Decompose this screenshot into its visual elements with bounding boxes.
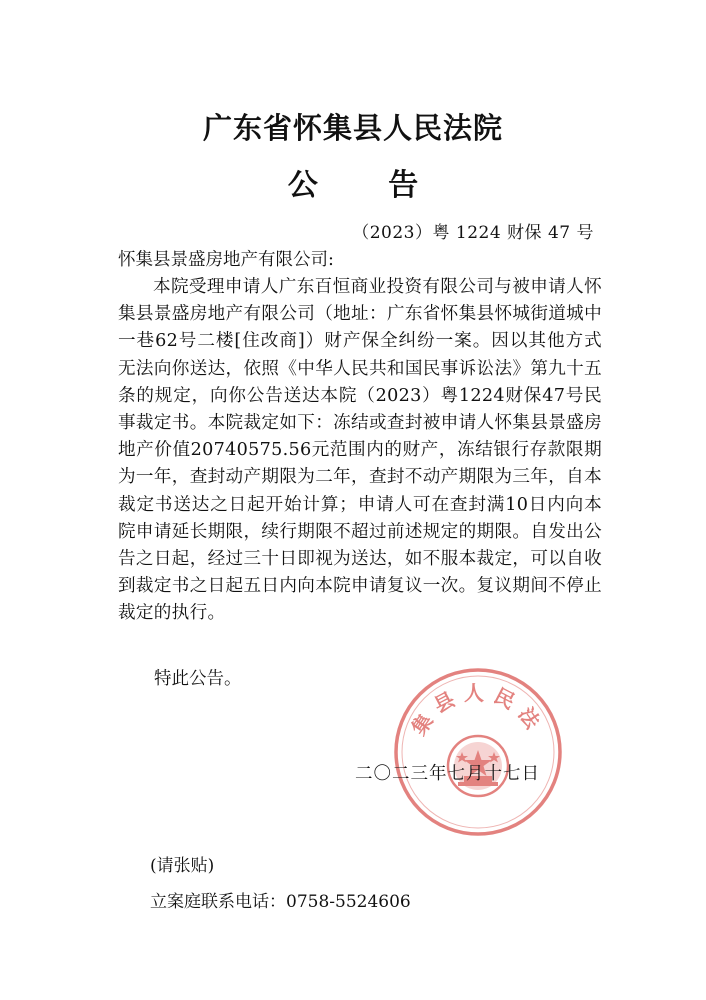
posting-note: (请张贴) [150,856,215,876]
document-number: （2023）粤 1224 财保 47 号 [352,223,594,243]
contact-phone: 立案庭联系电话：0758-5524606 [150,892,411,912]
notice-body: 本院受理申请人广东百恒商业投资有限公司与被申请人怀集县景盛房地产有限公司（地址：广东省怀集县怀城街道城中一巷62号二楼[住改商]）财产保全纠纷一案。因以其他方式无法向你送达，依照《中华人民共和国民事诉讼法》第九十五条的规定，向你公告送达本院（2023）粤1224财保47号民事裁定书。本院裁定如下：冻结或查封被申请人怀集县景盛房地产价值20740575.56元范围内的财产，冻结银行存款限期为一年，查封动产期限为二年，查封不动产期限为三年，自本裁定书送达之日起开始计算；申请人可在查封满10日内向本院申请延长期限，续行期限不超过前述规定的期限。自发出公告之日起，经过三十日即视为送达，如不服本裁定，可以自收到裁定书之日起五日内向本院申请复议一次。复议期间不停止裁定的执行。 [118,277,602,624]
recipient-line: 怀集县景盛房地产有限公司: [118,250,334,270]
court-seal-stamp [392,666,564,838]
notice-heading: 公 告 [287,168,449,203]
seal-text: 集县人民法 [406,681,550,740]
issue-date: 二〇二三年七月十七日 [355,764,540,784]
closing-line: 特此公告。 [154,669,242,689]
court-title: 广东省怀集县人民法院 [202,111,503,145]
